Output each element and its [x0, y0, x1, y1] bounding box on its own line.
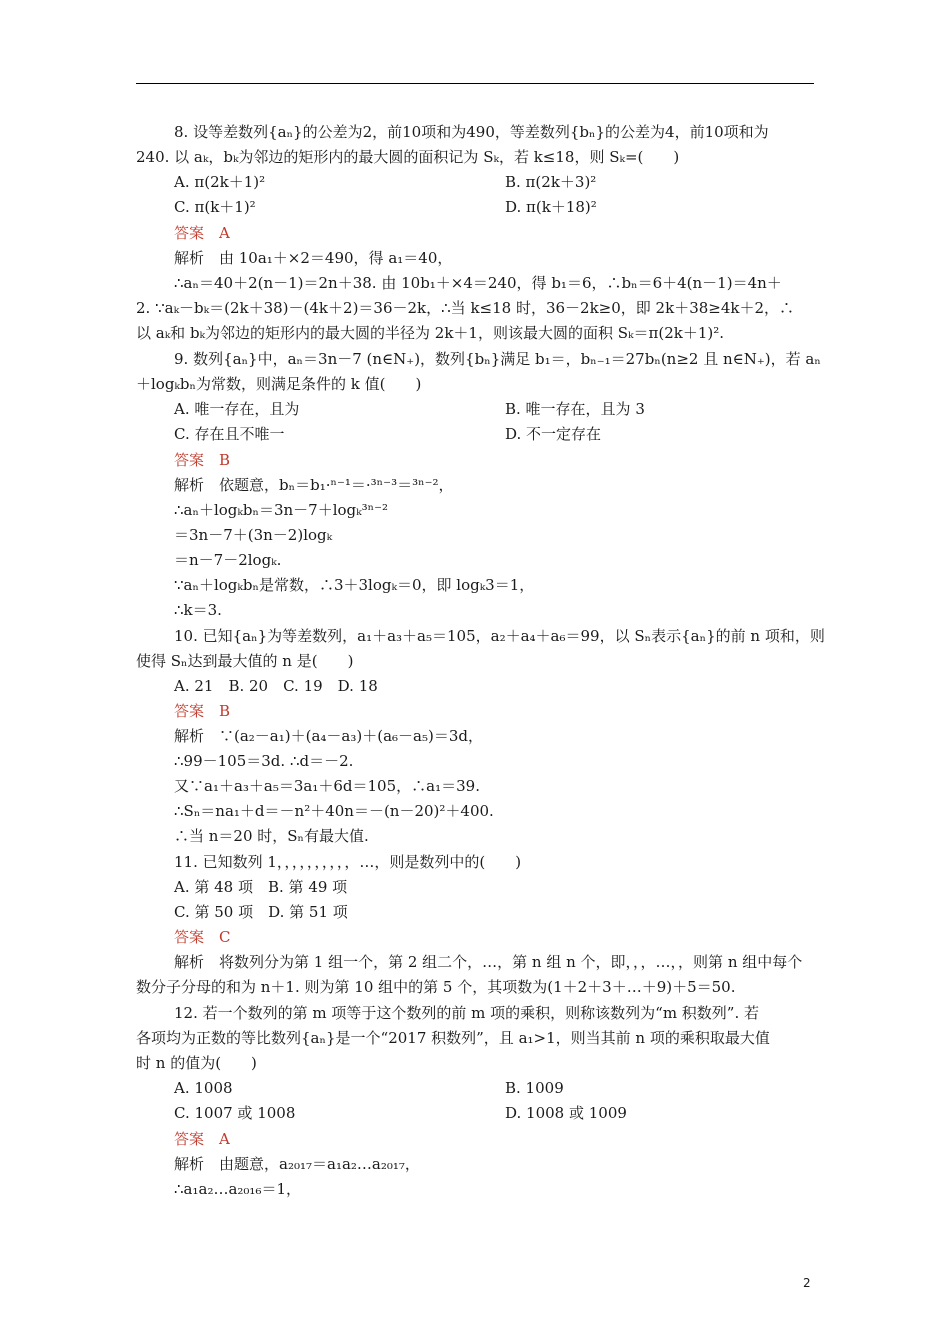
text-line: 2. ∵aₖ－bₖ＝(2k＋38)－(4k＋2)＝36－2k，∴当 k≤18 时，36－2k≥0，即 2k＋38≥4k＋2，∴ [136, 299, 795, 317]
text-line: 240. 以 aₖ，bₖ为邻边的矩形内的最大圆的面积记为 Sₖ，若 k≤18，则 Sₖ=( ) [136, 148, 680, 166]
text-line: ∴Sₙ＝na₁＋d＝－n²＋40n＝－(n－20)²＋400. [174, 802, 494, 820]
option-right: B. 唯一存在，且为 3 [505, 400, 645, 418]
option-left: A. π(2k＋1)² [174, 173, 266, 191]
text-line: ＝n－7－2logₖ. [174, 551, 282, 569]
text-line: C. 第 50 项 D. 第 51 项 [174, 903, 348, 921]
option-left: C. π(k＋1)² [174, 198, 256, 216]
text-line: 12. 若一个数列的第 m 项等于这个数列的前 m 项的乘积，则称该数列为“m 积数列”. 若 [174, 1004, 760, 1022]
text-line: 解析 ∵(a₂－a₁)＋(a₄－a₃)＋(a₆－a₅)＝3d， [174, 727, 483, 745]
text-line: A. 第 48 项 B. 第 49 项 [174, 878, 348, 896]
option-right: B. 1009 [505, 1079, 564, 1097]
text-line: ∴aₙ＝40＋2(n－1)＝2n＋38. 由 10b₁＋×4＝240，得 b₁＝6，∴bₙ＝6＋4(n－1)＝4n＋ [174, 274, 782, 292]
text-line: 以 aₖ和 bₖ为邻边的矩形内的最大圆的半径为 2k＋1，则该最大圆的面积 Sₖ＝π(2k＋1)². [136, 324, 725, 342]
text-line: ∴k＝3. [174, 601, 222, 619]
text-line: 时 n 的值为( ) [136, 1054, 257, 1072]
text-line: 11. 已知数列 1，，，，，，，，，，…，则是数列中的( ) [174, 853, 522, 871]
text-line: ∵aₙ＋logₖbₙ是常数，∴3＋3logₖ＝0，即 logₖ3＝1， [174, 576, 535, 594]
option-right: D. π(k＋18)² [505, 198, 597, 216]
option-right: D. 1008 或 1009 [505, 1104, 627, 1122]
text-line: 使得 Sₙ达到最大值的 n 是( ) [136, 652, 354, 670]
text-line: 8. 设等差数列{aₙ}的公差为2，前10项和为490，等差数列{bₙ}的公差为4，前10项和为 [174, 123, 769, 141]
text-line: ∴a₁a₂…a₂₀₁₆＝1， [174, 1180, 301, 1198]
header-rule [136, 83, 814, 84]
option-left: A. 唯一存在，且为 [174, 400, 300, 418]
option-right: D. 不一定存在 [505, 425, 602, 443]
text-line: 数分子分母的和为 n＋1. 则为第 10 组中的第 5 个，其项数为(1＋2＋3＋…＋9)＋5＝50. [136, 978, 736, 996]
text-line: ∴99－105＝3d. ∴d＝－2. [174, 752, 354, 770]
answer-line: 答案 B [174, 702, 231, 720]
text-line: ＝3n－7＋(3n－2)logₖ [174, 526, 333, 544]
text-line: 又∵a₁＋a₃＋a₅＝3a₁＋6d＝105，∴a₁＝39. [174, 777, 480, 795]
text-line: 10. 已知{aₙ}为等差数列，a₁＋a₃＋a₅＝105，a₂＋a₄＋a₆＝99，以 Sₙ表示{aₙ}的前 n 项和，则 [174, 627, 825, 645]
option-right: B. π(2k＋3)² [505, 173, 597, 191]
answer-line: 答案 C [174, 928, 231, 946]
text-line: 解析 将数列分为第 1 组一个，第 2 组二个，…，第 n 组 n 个，即，，，…，，则第 n 组中每个 [174, 953, 803, 971]
text-line: ∴aₙ＋logₖbₙ＝3n－7＋logₖ³ⁿ⁻² [174, 501, 389, 519]
option-left: A. 1008 [174, 1079, 233, 1097]
text-line: 解析 由题意，a₂₀₁₇＝a₁a₂…a₂₀₁₇， [174, 1155, 420, 1173]
text-line: 9. 数列{aₙ}中，aₙ＝3n－7 (n∈N₊)，数列{bₙ}满足 b₁＝，bₙ₋₁＝27bₙ(n≥2 且 n∈N₊)，若 aₙ [174, 350, 821, 368]
option-left: C. 存在且不唯一 [174, 425, 285, 443]
text-line: ∴当 n＝20 时，Sₙ有最大值. [174, 827, 369, 845]
text-line: ＋logₖbₙ为常数，则满足条件的 k 值( ) [136, 375, 422, 393]
text-line: 解析 由 10a₁＋×2＝490，得 a₁＝40， [174, 249, 453, 267]
text-line: 解析 依题意，bₙ＝b₁·ⁿ⁻¹＝·³ⁿ⁻³＝³ⁿ⁻²， [174, 476, 454, 494]
answer-line: 答案 A [174, 1130, 230, 1148]
text-line: 各项均为正数的等比数列{aₙ}是一个“2017 积数列”，且 a₁>1，则当其前 n 项的乘积取最大值 [136, 1029, 770, 1047]
answer-line: 答案 B [174, 451, 231, 469]
text-line: A. 21 B. 20 C. 19 D. 18 [174, 677, 378, 695]
answer-line: 答案 A [174, 224, 230, 242]
page-number: 2 [803, 1276, 811, 1290]
option-left: C. 1007 或 1008 [174, 1104, 296, 1122]
